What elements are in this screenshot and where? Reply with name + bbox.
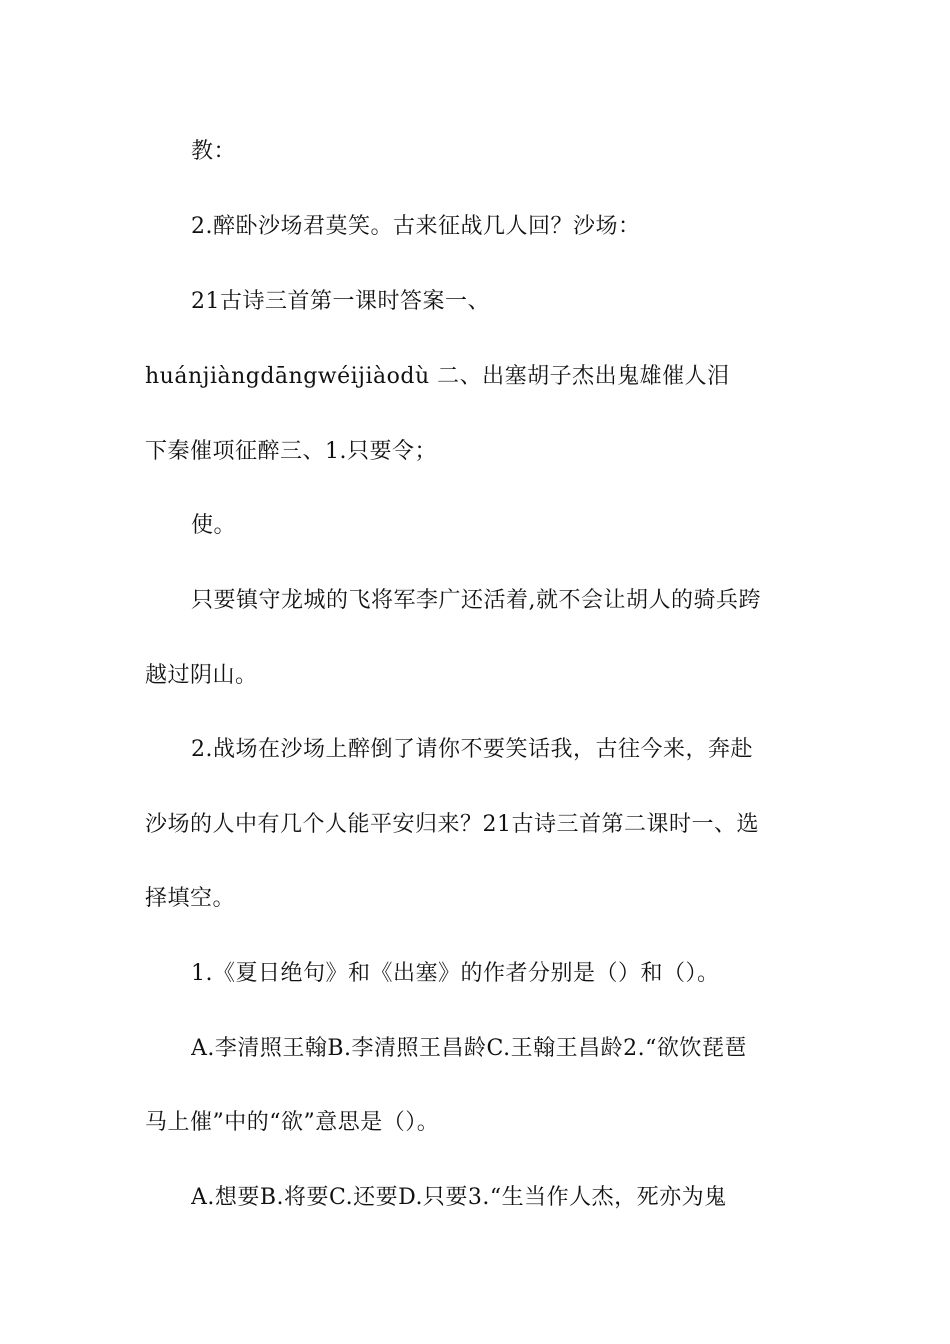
text-line: 马上催”中的“欲”意思是（）。 — [145, 1110, 440, 1135]
text-line: 21古诗三首第一课时答案一、 — [191, 289, 490, 314]
text-line: huánjiàngdāngwéijiàodù 二、出塞胡子杰出鬼雄催人泪 — [145, 364, 730, 389]
text-line: 只要镇守龙城的飞将军李广还活着,就不会让胡人的骑兵跨 — [191, 588, 761, 613]
text-line: 越过阴山。 — [145, 663, 258, 688]
text-line: 下秦催项征醉三、1.只要令； — [145, 439, 437, 464]
text-line: 沙场的人中有几个人能平安归来？21古诗三首第二课时一、选 — [145, 812, 759, 837]
text-line: 2.战场在沙场上醉倒了请你不要笑话我，古往今来，奔赴 — [191, 737, 753, 762]
text-line: 择填空。 — [145, 886, 236, 911]
text-line: A.想要B.将要C.还要D.只要3.“生当作人杰，死亦为鬼 — [191, 1185, 727, 1210]
text-line: 使。 — [191, 513, 237, 538]
text-line: 2.醉卧沙场君莫笑。古来征战几人回？沙场： — [191, 214, 641, 239]
text-line: A.李清照王翰B.李清照王昌龄C.王翰王昌龄2.“欲饮琵琶 — [191, 1036, 747, 1061]
text-line: 1.《夏日绝句》和《出塞》的作者分别是（）和（）。 — [191, 961, 720, 986]
text-line: 教： — [191, 139, 237, 164]
